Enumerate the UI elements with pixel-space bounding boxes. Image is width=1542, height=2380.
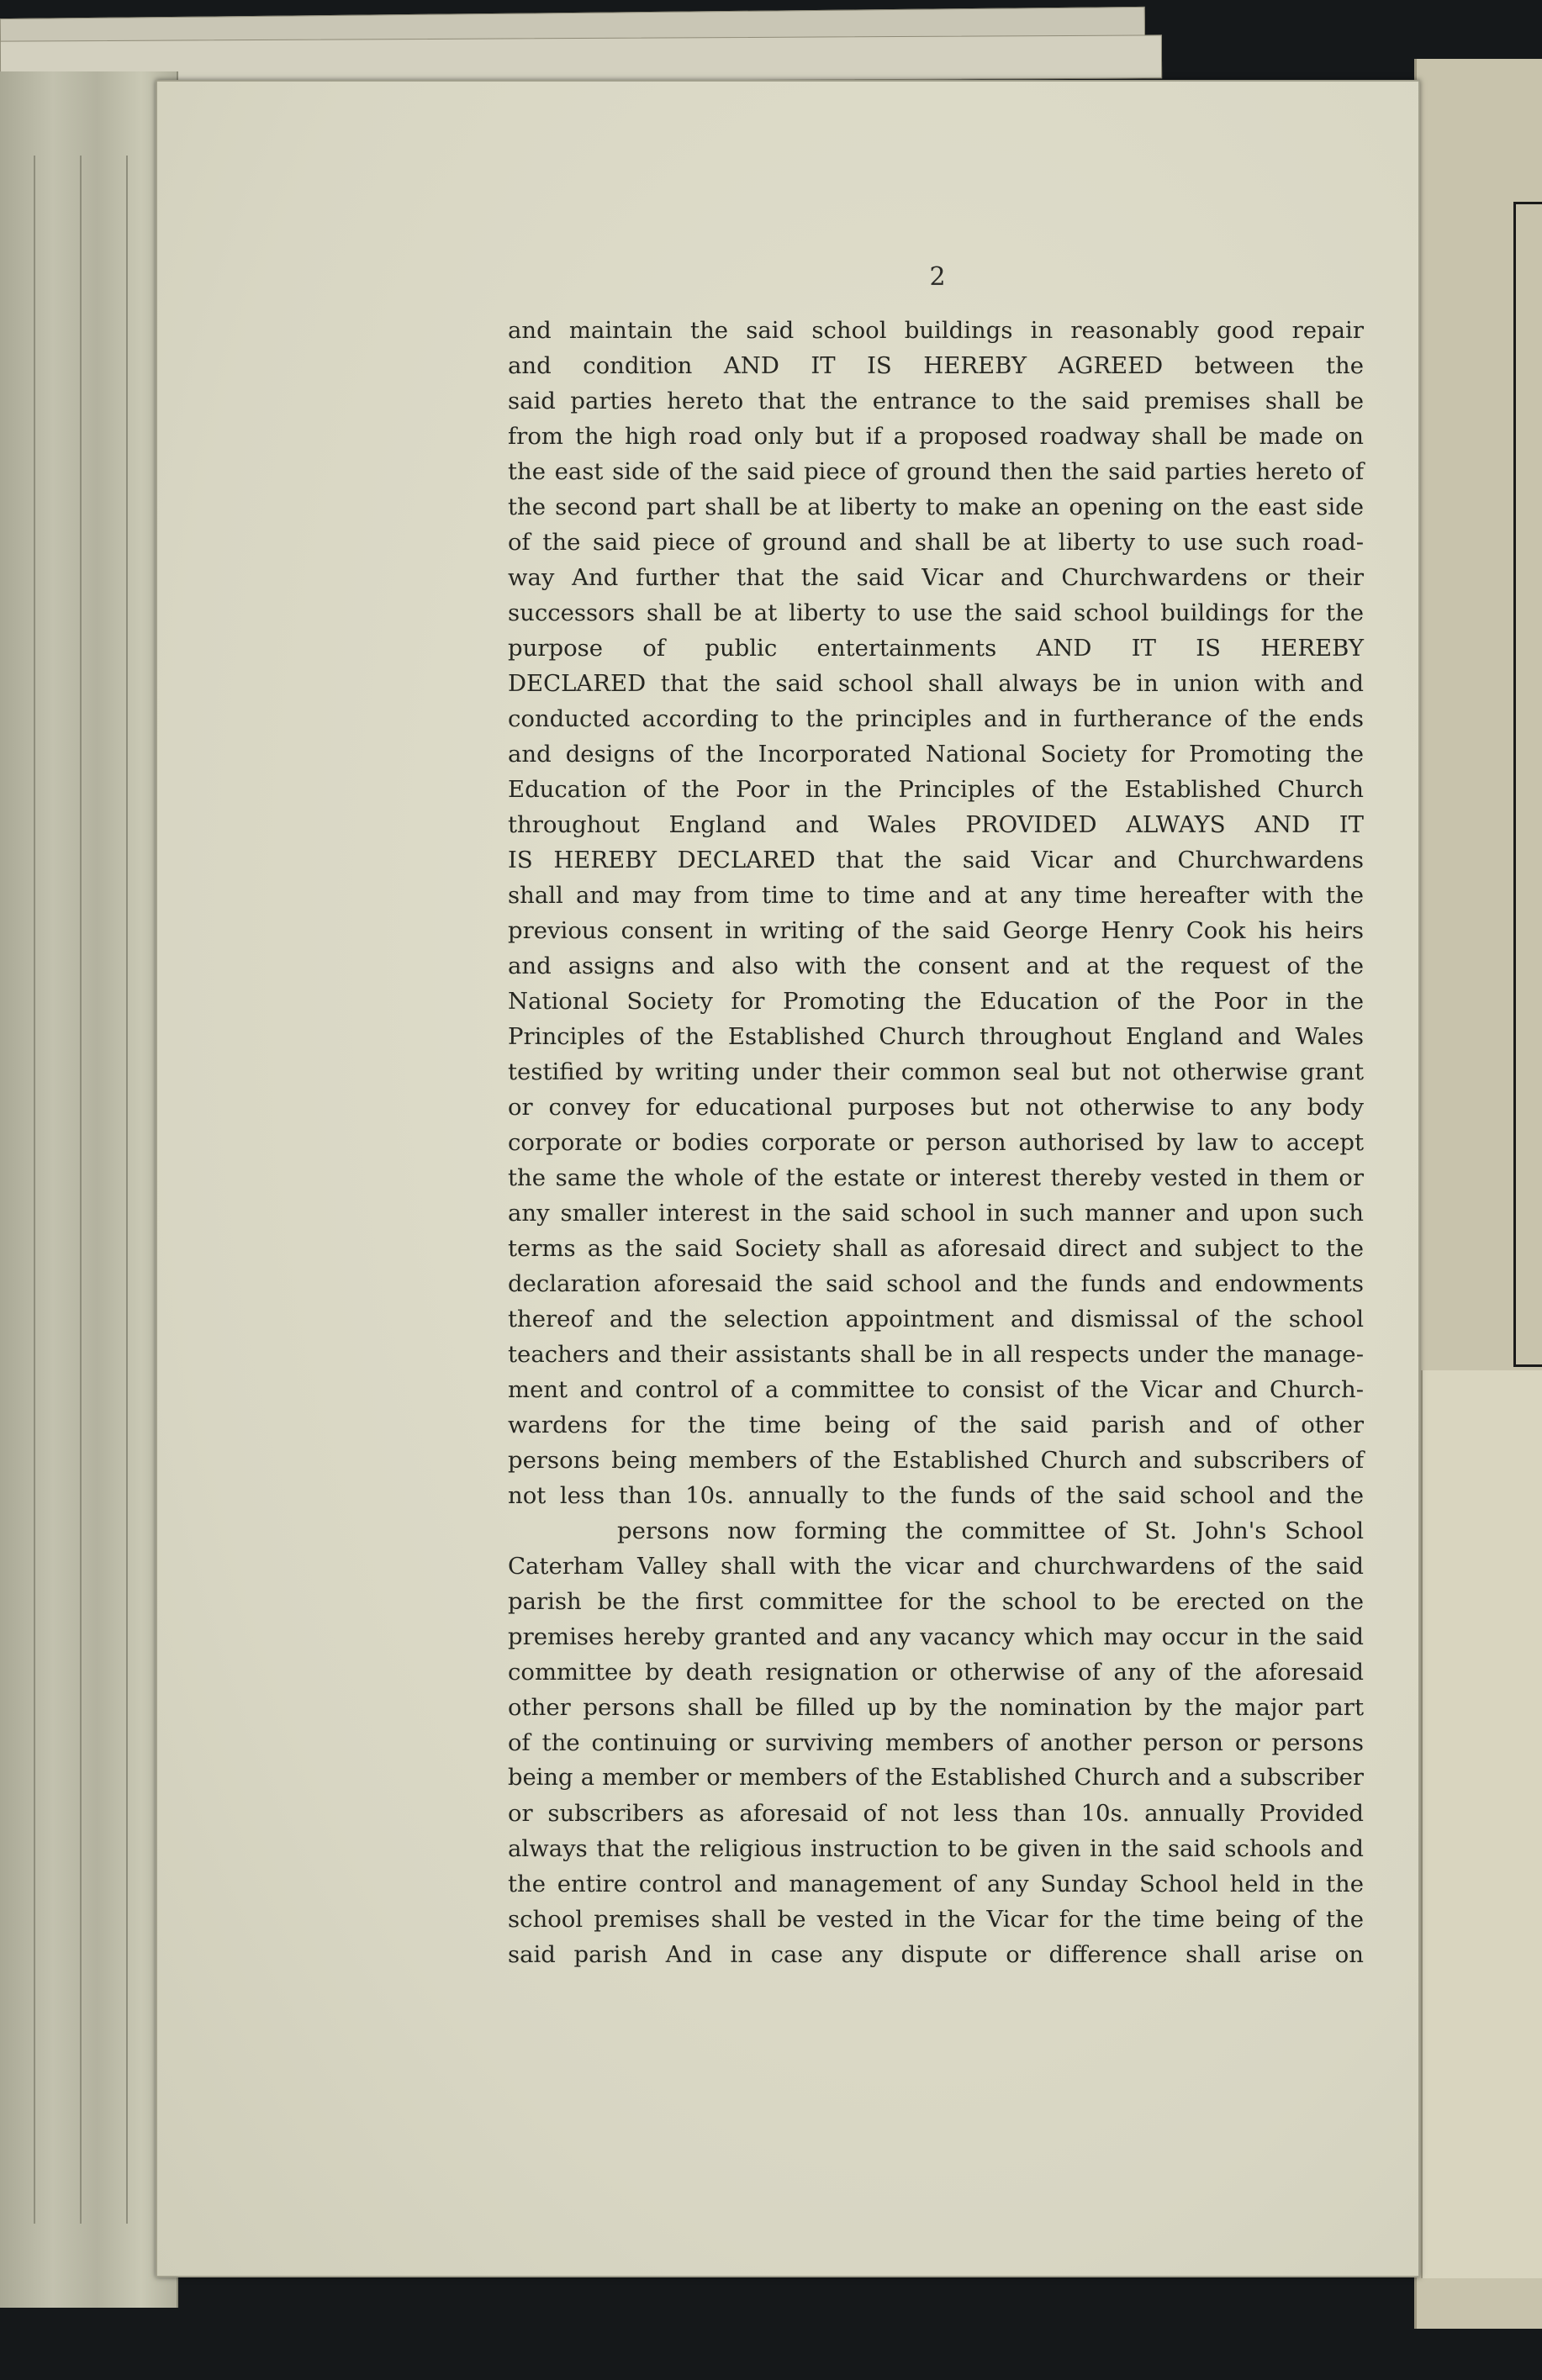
leaf-edge	[34, 156, 35, 2224]
text-line: from the high road only but if a proposed roadway shall be made on	[508, 423, 1364, 450]
text-line: said parties hereto that the entrance to the said premises shall be	[508, 388, 1364, 414]
text-line: being a member or members of the Established Church and a subscriber	[508, 1765, 1364, 1791]
leaf-edge	[80, 156, 82, 2224]
text-line: always that the religious instruction to be given in the said schools and	[508, 1835, 1364, 1862]
text-line: the same the whole of the estate or interest thereby vested in them or	[508, 1164, 1364, 1191]
text-line: premises hereby granted and any vacancy which may occur in the said	[508, 1623, 1364, 1650]
text-line: thereof and the selection appointment and dismissal of the school	[508, 1306, 1364, 1332]
body-text	[508, 313, 1364, 1972]
text-line: shall and may from time to time and at any time hereafter with the	[508, 882, 1364, 909]
text-line: committee by death resignation or otherwise of any of the aforesaid	[508, 1659, 1364, 1686]
left-page-stack	[0, 71, 178, 2308]
text-line: other persons shall be filled up by the nomination by the major part	[508, 1694, 1364, 1721]
text-line: of the said piece of ground and shall be at liberty to use such road-	[508, 529, 1364, 556]
text-line: testified by writing under their common seal but not otherwise grant	[508, 1058, 1364, 1085]
text-line: declaration aforesaid the said school and the funds and endowments	[508, 1270, 1364, 1297]
text-line: wardens for the time being of the said parish and of other	[508, 1412, 1364, 1438]
text-line: purpose of public entertainments AND IT IS HEREBY	[508, 635, 1364, 662]
text-line: and designs of the Incorporated National Society for Promoting the	[508, 741, 1364, 768]
text-line: IS HEREBY DECLARED that the said Vicar and Churchwardens	[508, 847, 1364, 873]
text-line: and assigns and also with the consent and at the request of the	[508, 953, 1364, 979]
right-page-lower	[1421, 1370, 1542, 2278]
text-line: the east side of the said piece of ground then the said parties hereto of	[508, 458, 1364, 485]
text-line: the entire control and management of any Sunday School held in the	[508, 1871, 1364, 1897]
text-line: Education of the Poor in the Principles of the Established Church	[508, 776, 1364, 803]
text-line: Principles of the Established Church throughout England and Wales	[508, 1023, 1364, 1050]
text-line: or subscribers as aforesaid of not less than 10s. annually Provided	[508, 1800, 1364, 1827]
text-line: school premises shall be vested in the Vicar for the time being of the	[508, 1906, 1364, 1933]
text-line: parish be the first committee for the school to be erected on the	[508, 1588, 1364, 1615]
text-line: of the continuing or surviving members of another person or persons	[508, 1729, 1364, 1756]
text-line: the second part shall be at liberty to make an opening on the east side	[508, 493, 1364, 520]
text-line: ment and control of a committee to consist of the Vicar and Church-	[508, 1376, 1364, 1403]
text-line: throughout England and Wales PROVIDED ALWAYS AND IT	[508, 811, 1364, 838]
text-line: persons now forming the committee of St. John's School	[617, 1517, 1364, 1544]
text-line: said parish And in case any dispute or difference shall arise on	[508, 1941, 1364, 1968]
text-line: successors shall be at liberty to use the said school buildings for the	[508, 599, 1364, 626]
text-line: and maintain the said school buildings in reasonably good repair	[508, 317, 1364, 344]
text-line: previous consent in writing of the said George Henry Cook his heirs	[508, 917, 1364, 944]
leaf-edge	[126, 156, 128, 2224]
text-line: teachers and their assistants shall be in all respects under the manage-	[508, 1341, 1364, 1368]
text-line: conducted according to the principles and in furtherance of the ends	[508, 705, 1364, 732]
text-line: corporate or bodies corporate or person authorised by law to accept	[508, 1129, 1364, 1156]
page-number: 2	[929, 262, 946, 292]
text-line: way And further that the said Vicar and Churchwardens or their	[508, 564, 1364, 591]
text-line: persons being members of the Established Church and subscribers of	[508, 1447, 1364, 1474]
text-line: or convey for educational purposes but not otherwise to any body	[508, 1094, 1364, 1121]
text-line: DECLARED that the said school shall always be in union with and	[508, 670, 1364, 697]
text-line: and condition AND IT IS HEREBY AGREED between the	[508, 352, 1364, 379]
text-line: not less than 10s. annually to the funds of the said school and the	[508, 1482, 1364, 1509]
text-line: National Society for Promoting the Education of the Poor in the	[508, 988, 1364, 1015]
text-line: any smaller interest in the said school in such manner and upon such	[508, 1200, 1364, 1227]
text-line: terms as the said Society shall as aforesaid direct and subject to the	[508, 1235, 1364, 1262]
text-line: Caterham Valley shall with the vicar and churchwardens of the said	[508, 1553, 1364, 1580]
right-page-border	[1513, 202, 1542, 1367]
